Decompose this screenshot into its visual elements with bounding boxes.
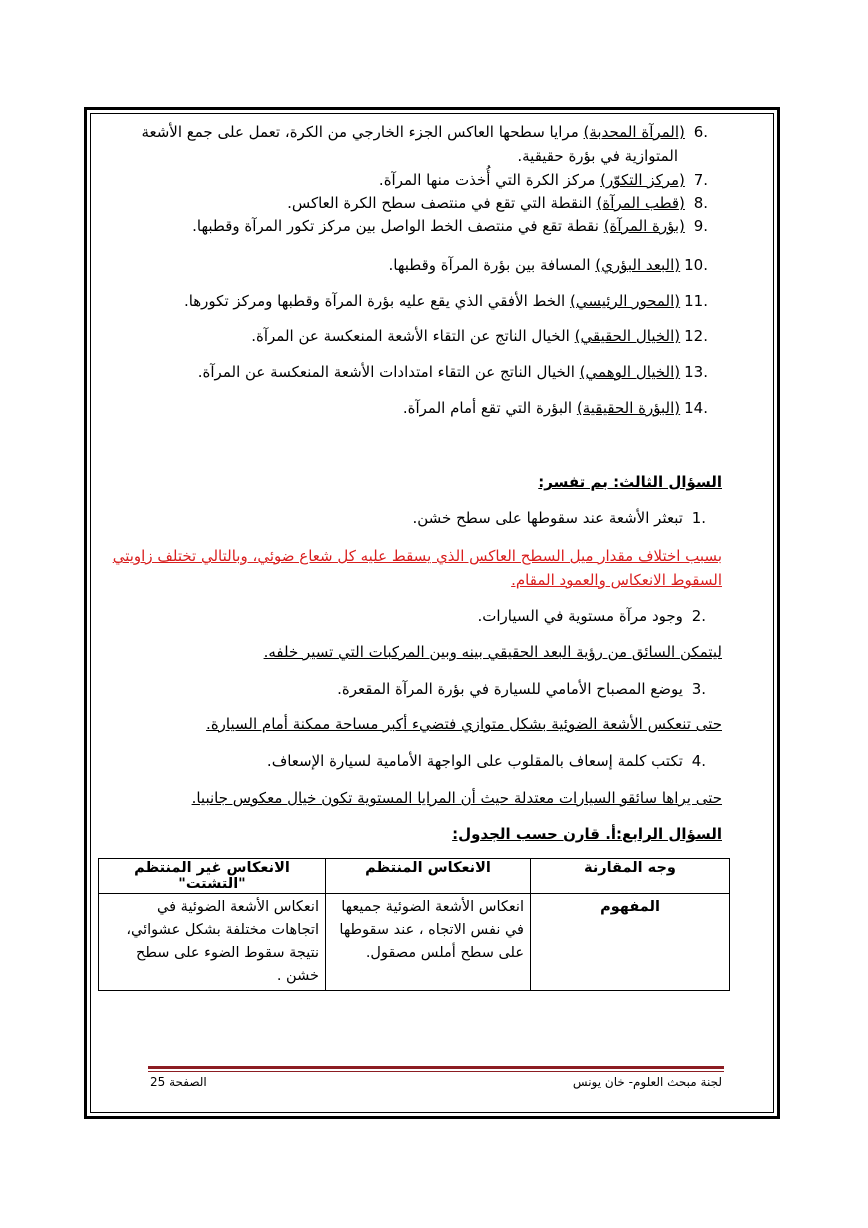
definition-12	[251, 326, 708, 346]
definition-text: الخيال الناتج عن التقاء الأشعة المنعكسة عن المرآة.	[251, 327, 575, 345]
definition-term: (مركز التكوّر)	[600, 171, 685, 189]
q3-item-2	[477, 606, 706, 626]
q3-answer-4: حتى يراها سائقو السيارات معتدلة حيث أن المرايا المستوية تكون خيال معكوس جانبيا.	[191, 789, 722, 807]
table-header-diffuse: الانعكاس غير المنتظم "التشتت"	[99, 859, 326, 894]
definition-11	[184, 291, 708, 311]
definition-text: النقطة التي تقع في منتصف سطح الكرة العاكس.	[287, 194, 597, 212]
item-number: 1.	[691, 509, 706, 527]
footer-divider-thin	[148, 1071, 724, 1072]
table-header-regular: الانعكاس المنتظم	[326, 859, 531, 894]
q3-item-4	[267, 751, 706, 771]
definition-term: (الخيال الوهمي)	[579, 363, 681, 381]
definition-13	[198, 362, 708, 382]
definition-number: 14.	[684, 399, 708, 417]
definition-text: الخيال الناتج عن التقاء امتدادات الأشعة المنعكسة عن المرآة.	[197, 363, 580, 381]
definition-number: 7.	[693, 171, 708, 189]
definition-number: 11.	[684, 292, 708, 310]
table-header-aspect: وجه المقارنة	[531, 859, 730, 894]
item-question: يوضع المصباح الأمامي للسيارة في بؤرة المرآة المقعرة.	[337, 680, 683, 698]
footer-committee: لجنة مبحث العلوم- خان يونس	[572, 1075, 722, 1089]
definition-text: الخط الأفقي الذي يقع عليه بؤرة المرآة وقطبها ومركز تكورها.	[183, 292, 570, 310]
definition-number: 8.	[693, 194, 708, 212]
definition-text: نقطة تقع في منتصف الخط الواصل بين مركز تكور المرآة وقطبها.	[192, 217, 604, 235]
definition-term: (المرآة المحدبة)	[583, 123, 685, 141]
q3-answer-3: حتى تنعكس الأشعة الضوئية بشكل متوازي فتضيء أكبر مساحة ممكنة أمام السيارة.	[206, 715, 722, 733]
definition-number: 9.	[693, 217, 708, 235]
definition-number: 6.	[693, 123, 708, 141]
definition-term: (بؤرة المرآة)	[603, 217, 685, 235]
q3-item-3	[337, 679, 706, 699]
definition-term: (البؤرة الحقيقية)	[576, 399, 681, 417]
definition-number: 12.	[684, 327, 708, 345]
q3-heading: السؤال الثالث: بم تفسر:	[538, 473, 722, 491]
definition-text: مركز الكرة التي أُخذت منها المرآة.	[378, 171, 601, 189]
table-cell-regular: انعكاس الأشعة الضوئية جميعها في نفس الاتجاه ، عند سقوطها على سطح أملس مصقول.	[326, 894, 531, 991]
footer-page-number: الصفحة 25	[150, 1075, 207, 1089]
definition-number: 13.	[684, 363, 708, 381]
table-row	[99, 894, 730, 991]
definition-8	[287, 193, 708, 213]
definition-7	[379, 170, 708, 190]
definition-6	[141, 122, 708, 142]
definition-term: (قطب المرآة)	[596, 194, 685, 212]
definition-number: 10.	[684, 256, 708, 274]
definition-text: المسافة بين بؤرة المرآة وقطبها.	[388, 256, 596, 274]
q4-heading: السؤال الرابع:أ. قارن حسب الجدول:	[452, 825, 722, 843]
definition-6-continued	[517, 146, 678, 166]
definition-9	[192, 216, 708, 236]
item-number: 3.	[691, 680, 706, 698]
table-cell-diffuse: انعكاس الأشعة الضوئية في اتجاهات مختلفة بشكل عشوائي، نتيجة سقوط الضوء على سطح خشن .	[99, 894, 326, 991]
q3-item-1	[412, 508, 706, 528]
comparison-table	[98, 858, 730, 991]
definition-text: البؤرة التي تقع أمام المرآة.	[402, 399, 577, 417]
definition-term: (البعد البؤري)	[595, 256, 681, 274]
definition-text: مرايا سطحها العاكس الجزء الخارجي من الكرة، تعمل على جمع الأشعة	[141, 123, 584, 141]
definition-term: (المحور الرئيسي)	[569, 292, 681, 310]
table-cell-aspect: المفهوم	[531, 894, 730, 991]
definition-term: (الخيال الحقيقي)	[574, 327, 681, 345]
item-question: تبعثر الأشعة عند سقوطها على سطح خشن.	[412, 509, 683, 527]
definition-10	[389, 255, 708, 275]
footer-divider	[148, 1066, 724, 1069]
table-header-row	[99, 859, 730, 894]
item-question: تكتب كلمة إسعاف بالمقلوب على الواجهة الأمامية لسيارة الإسعاف.	[266, 752, 683, 770]
q3-answer-2: ليتمكن السائق من رؤية البعد الحقيقي بينه وبين المركبات التي تسير خلفه.	[263, 643, 722, 661]
item-number: 2.	[691, 607, 706, 625]
item-question: وجود مرآة مستوية في السيارات.	[477, 607, 683, 625]
item-number: 4.	[691, 752, 706, 770]
definition-text: المتوازية في بؤرة حقيقية.	[517, 147, 678, 165]
definition-14	[403, 398, 708, 418]
q3-answer-1-line-1: بسبب اختلاف مقدار ميل السطح العاكس الذي يسقط عليه كل شعاع ضوئي، وبالتالي تختلف زاويتي	[112, 547, 722, 565]
q3-answer-1-line-2: السقوط الانعكاس والعمود المقام.	[511, 571, 722, 589]
